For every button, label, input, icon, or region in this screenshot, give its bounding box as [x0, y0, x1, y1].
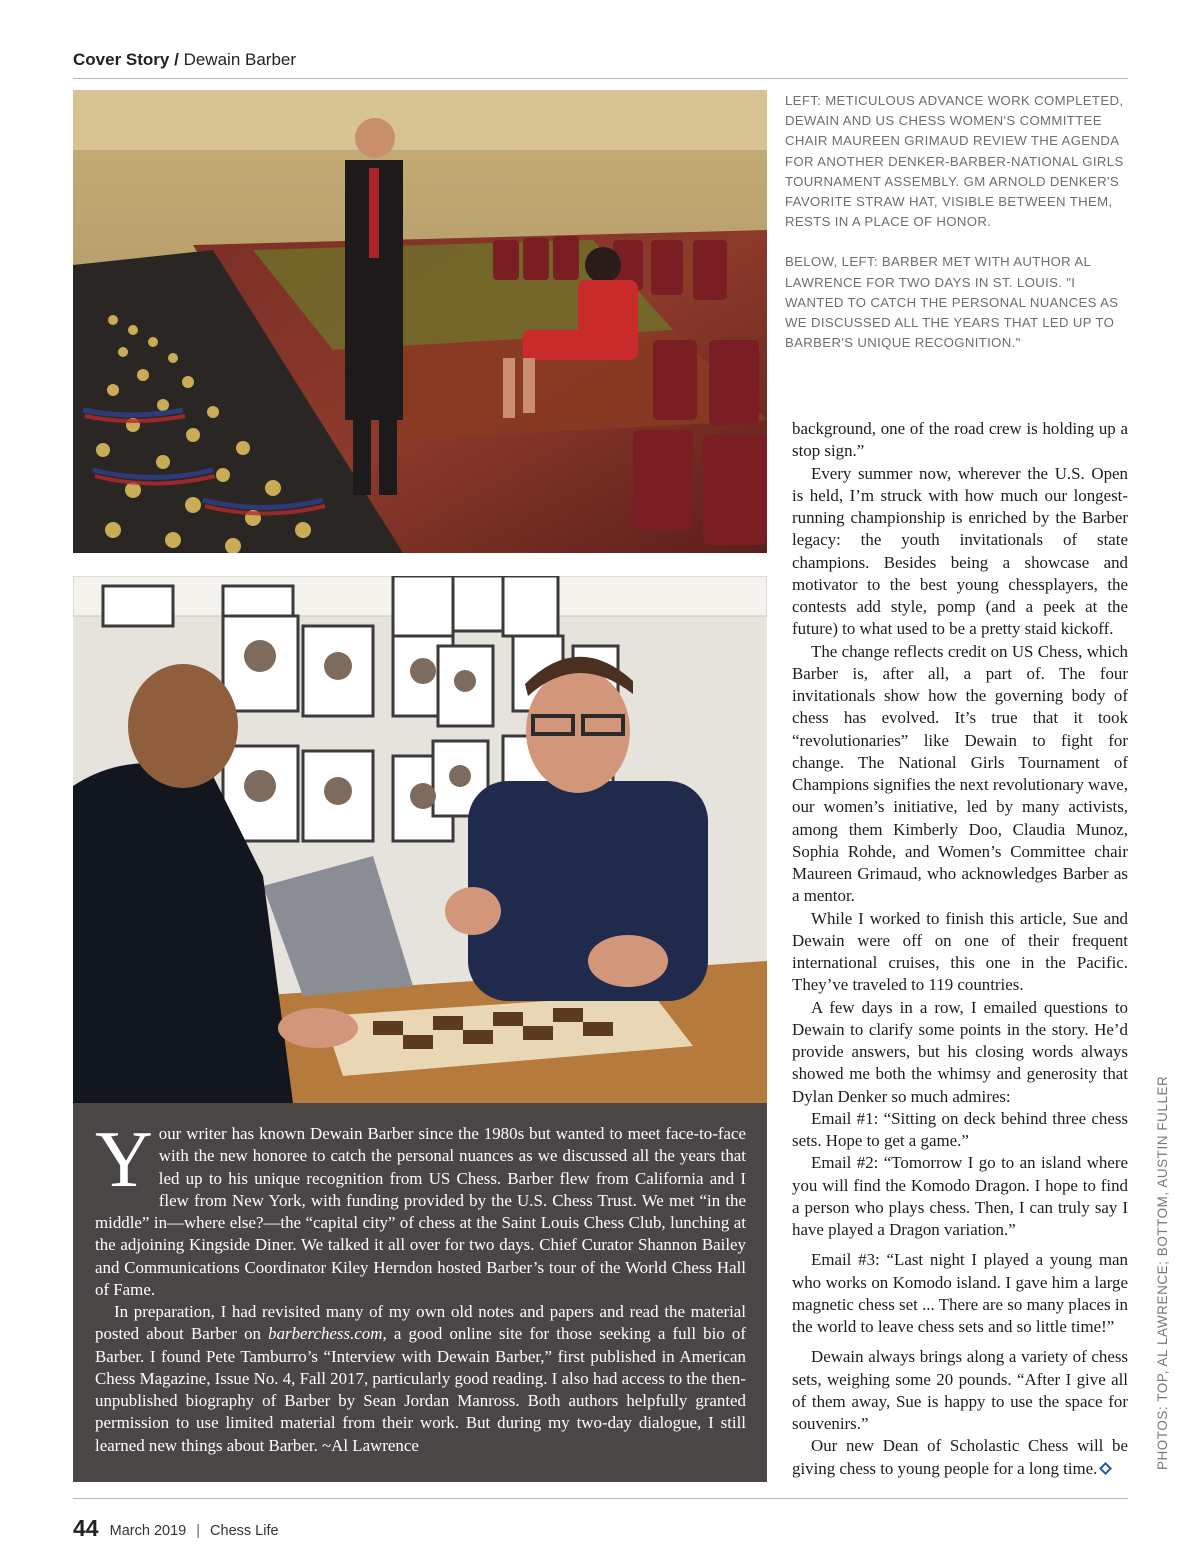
- photo-captions: [785, 91, 1130, 373]
- issue-date: March 2019: [109, 1523, 187, 1539]
- photo-awards-hall: [73, 90, 767, 553]
- article-column: [792, 418, 1128, 1480]
- body-paragraph: background, one of the road crew is holding up a stop sign.”: [792, 419, 1128, 461]
- body-paragraph: The change reflects credit on US Chess, which Barber is, after all, a part of. The four invitationals show how the governing body of chess has evolved. It’s true that it took “revolutionaries” like Dewain to fight for change. The National Girls Tournament of Champions signifies the next revolutionary wave, our women’s initiative, led by many activists, among them Kimberly Doo, Claudia Munoz, Sophia Rohde, and Women’s Committee chair Maureen Grimaud, who acknowledges Barber as a mentor.: [792, 641, 1128, 906]
- body-paragraph: A few days in a row, I emailed questions to Dewain to clarify some points in the story. He’d provide answers, but his closing words always showed me both the whimsy and generosity that Dylan Denker so much admires:: [792, 997, 1128, 1106]
- page-header: [73, 50, 1128, 79]
- sidebar-text-run: In preparation, I had revisited many of my own old notes and papers and read the material posted about Barber on: [95, 1302, 746, 1344]
- body-paragraph: Every summer now, wherever the U.S. Open is held, I’m struck with how much our longest-running championship is enriched by the Barber legacy: the youth invitationals of state champions. Besides being a showcase and motivator to the best young chessplayers, the contests add style, pomp (and a peek at the future) to what used to be a pretty staid kickoff.: [792, 463, 1128, 639]
- website-reference: barberchess.com,: [268, 1324, 387, 1344]
- sidebar-text-run: a good online site for those seeking a full bio of Barber. I found Pete Tamburro’s “Interview with Dewain Barber,” first published in American Chess Magazine, Issue No. 4, Fall 2017, particularly good reading. I also had access to the then-unpublished biography of Barber by Sean Jordan Manross. Both authors helpfully granted permission to use limited material from their work. But during my two-day dialogue, I still learned new things about Barber. ~Al Lawrence: [95, 1324, 746, 1455]
- body-paragraph: Email #3: “Last night I played a young man who works on Komodo island. I gave him a large magnetic chess set ... There are so many places in the world to leave chess sets and so little time!”: [792, 1250, 1128, 1336]
- body-paragraph: Dewain always brings along a variety of chess sets, weighing some 20 pounds. “After I give all of them away, Sue is happy to use the space for souvenirs.”: [792, 1347, 1128, 1433]
- body-paragraph: Email #2: “Tomorrow I go to an island where you will find the Komodo Dragon. I hope to find a person who plays chess. Then, I can truly say I have played a Dragon variation.”: [792, 1153, 1128, 1239]
- footer-divider: [73, 1498, 1128, 1499]
- closing-sentence: Our new Dean of Scholastic Chess will be giving chess to young people for a long time.: [792, 1436, 1128, 1478]
- header-subject: Dewain Barber: [183, 50, 297, 69]
- awards-hall-illustration: [73, 90, 767, 553]
- body-paragraph: Email #1: “Sitting on deck behind three chess sets. Hope to get a game.”: [792, 1108, 1128, 1150]
- photo-credit: PHOTOS: TOP, AL LAWRENCE; BOTTOM, AUSTIN FULLER: [1155, 1075, 1170, 1470]
- sidebar-paragraph: [95, 1116, 746, 1301]
- end-of-article-icon: [1099, 1462, 1112, 1475]
- drop-cap: Y: [95, 1116, 153, 1204]
- author-note-sidebar: [73, 1103, 767, 1482]
- page-number: 44: [73, 1515, 99, 1541]
- section-label: Cover Story: [73, 50, 170, 69]
- header-separator: /: [174, 50, 179, 69]
- caption-bottom: BELOW, LEFT: BARBER MET WITH AUTHOR AL LAWRENCE FOR TWO DAYS IN ST. LOUIS. "I WANTED TO CATCH THE PERSONAL NUANCES AS WE DISCUSSED ALL THE YEARS THAT LED UP TO BARBER'S UNIQUE RECOGNITION.": [785, 254, 1119, 351]
- caption-top: LEFT: METICULOUS ADVANCE WORK COMPLETED, DEWAIN AND US CHESS WOMEN'S COMMITTEE CHAIR MAUREEN GRIMAUD REVIEW THE AGENDA FOR ANOTHER DENKER-BARBER-NATIONAL GIRLS TOURNAMENT ASSEMBLY. GM ARNOLD DENKER'S FAVORITE STRAW HAT, VISIBLE BETWEEN THEM, RESTS IN A PLACE OF HONOR.: [785, 93, 1124, 230]
- magazine-name: Chess Life: [210, 1523, 279, 1539]
- page-footer: [73, 1515, 279, 1542]
- footer-separator: |: [196, 1523, 201, 1539]
- sidebar-paragraph-text: our writer has known Dewain Barber since the 1980s but wanted to meet face-to-face with the new honoree to catch the personal nuances as we discussed all the years that led up to his unique recognition from US Chess. Barber flew from California and I flew from New York, with funding provided by the U.S. Chess Trust. We met “in the middle” in—where else?—the “capital city” of chess at the Saint Louis Chess Club, lunching at the adjoining Kingside Diner. We talked it all over for two days. Chief Curator Shannon Bailey and Communications Coordinator Kiley Herndon hosted Barber’s tour of the World Chess Hall of Fame.: [95, 1124, 746, 1299]
- photo-interview: [73, 576, 767, 1103]
- body-paragraph: While I worked to finish this article, Sue and Dewain were off on one of their frequent international cruises, this one in the Pacific. They’ve traveled to 119 countries.: [792, 908, 1128, 995]
- body-paragraph-final: [792, 1435, 1128, 1480]
- sidebar-text: [95, 1116, 746, 1457]
- sidebar-paragraph: [95, 1301, 746, 1457]
- interview-illustration: [73, 576, 767, 1103]
